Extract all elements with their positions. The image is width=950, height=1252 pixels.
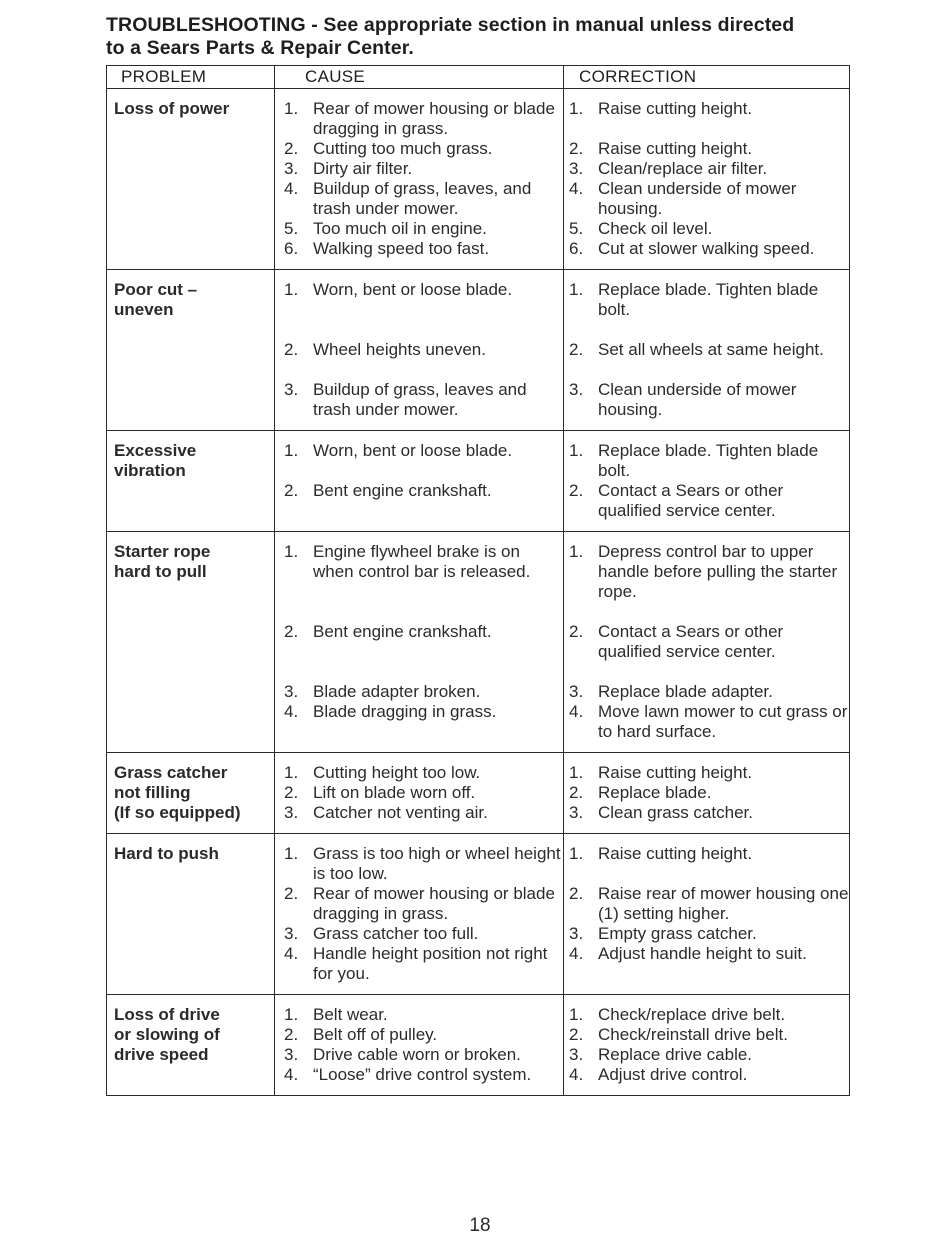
cause-text: Catcher not venting air. bbox=[313, 803, 488, 822]
correction-number: 3. bbox=[569, 803, 584, 822]
correction-number: 1. bbox=[569, 441, 584, 460]
correction-item bbox=[569, 1025, 849, 1045]
problem-label: Hard to push bbox=[114, 844, 219, 863]
cause-item bbox=[284, 622, 563, 662]
cause-text: Belt wear. bbox=[313, 1005, 388, 1024]
correction-item bbox=[569, 441, 849, 481]
heading-line-1: TROUBLESHOOTING - See appropriate section in manual unless directed bbox=[106, 14, 795, 36]
problem-cell bbox=[107, 431, 275, 532]
cause-item bbox=[284, 682, 563, 702]
cause-number: 1. bbox=[284, 1005, 299, 1024]
cause-text: Lift on blade worn off. bbox=[313, 783, 476, 802]
problem-label: or slowing of bbox=[114, 1025, 220, 1044]
correction-number: 2. bbox=[569, 340, 584, 359]
cause-item bbox=[284, 702, 563, 742]
problem-label: Loss of power bbox=[114, 99, 230, 118]
cause-item bbox=[284, 280, 563, 320]
correction-item bbox=[569, 542, 849, 602]
cause-cell bbox=[275, 89, 564, 270]
correction-text: Replace blade. bbox=[598, 783, 712, 802]
cause-number: 4. bbox=[284, 944, 299, 963]
correction-number: 1. bbox=[569, 844, 584, 863]
correction-number: 2. bbox=[569, 1025, 584, 1044]
cause-text: Handle height position not right for you. bbox=[313, 944, 548, 983]
correction-number: 1. bbox=[569, 1005, 584, 1024]
correction-cell bbox=[564, 995, 850, 1096]
correction-number: 4. bbox=[569, 944, 584, 963]
cause-text: Worn, bent or loose blade. bbox=[313, 280, 513, 299]
correction-item bbox=[569, 179, 849, 219]
correction-item bbox=[569, 239, 849, 259]
correction-text: Raise rear of mower housing one (1) setting higher. bbox=[598, 884, 849, 923]
cause-text: Bent engine crankshaft. bbox=[313, 622, 492, 641]
correction-item bbox=[569, 280, 849, 320]
cause-text: Cutting height too low. bbox=[313, 763, 481, 782]
cause-text: Too much oil in engine. bbox=[313, 219, 487, 238]
cause-text: Blade dragging in grass. bbox=[313, 702, 497, 721]
problem-label: Poor cut – bbox=[114, 280, 198, 299]
cause-text: Blade adapter broken. bbox=[313, 682, 481, 701]
correction-item bbox=[569, 380, 849, 420]
cause-number: 3. bbox=[284, 924, 299, 943]
problem-label: drive speed bbox=[114, 1045, 209, 1064]
cause-item bbox=[284, 340, 563, 360]
cause-item bbox=[284, 944, 563, 984]
cause-number: 2. bbox=[284, 884, 299, 903]
cause-text: Belt off of pulley. bbox=[313, 1025, 438, 1044]
cause-number: 3. bbox=[284, 682, 299, 701]
cause-number: 3. bbox=[284, 159, 299, 178]
cause-text: Rear of mower housing or blade dragging in grass. bbox=[313, 99, 555, 138]
cause-text: Buildup of grass, leaves and trash under mower. bbox=[313, 380, 527, 419]
correction-item bbox=[569, 682, 849, 702]
correction-item bbox=[569, 924, 849, 944]
cause-number: 5. bbox=[284, 219, 299, 238]
problem-label: (If so equipped) bbox=[114, 803, 241, 822]
correction-item bbox=[569, 803, 849, 823]
correction-text: Empty grass catcher. bbox=[598, 924, 757, 943]
correction-number: 2. bbox=[569, 783, 584, 802]
cause-item bbox=[284, 783, 563, 803]
cause-number: 2. bbox=[284, 481, 299, 500]
correction-text: Clean grass catcher. bbox=[598, 803, 753, 822]
cause-cell bbox=[275, 431, 564, 532]
cause-cell bbox=[275, 532, 564, 753]
cause-item bbox=[284, 1065, 563, 1085]
cause-number: 1. bbox=[284, 844, 299, 863]
cause-text: Bent engine crankshaft. bbox=[313, 481, 492, 500]
cause-item bbox=[284, 179, 563, 219]
problem-label: uneven bbox=[114, 300, 174, 319]
cause-number: 2. bbox=[284, 622, 299, 641]
correction-number: 1. bbox=[569, 99, 584, 118]
correction-text: Replace drive cable. bbox=[598, 1045, 753, 1064]
cause-item bbox=[284, 803, 563, 823]
correction-text: Cut at slower walking speed. bbox=[598, 239, 815, 258]
header-correction: CORRECTION bbox=[564, 66, 850, 89]
cause-item bbox=[284, 159, 563, 179]
table-row bbox=[107, 834, 850, 995]
correction-text: Contact a Sears or other qualified service center. bbox=[598, 481, 784, 520]
cause-item bbox=[284, 542, 563, 602]
page-heading bbox=[106, 14, 896, 60]
problem-label: hard to pull bbox=[114, 562, 207, 581]
cause-number: 3. bbox=[284, 380, 299, 399]
correction-number: 4. bbox=[569, 179, 584, 198]
correction-number: 1. bbox=[569, 280, 584, 299]
cause-cell bbox=[275, 753, 564, 834]
troubleshooting-table bbox=[106, 65, 850, 1096]
cause-text: Buildup of grass, leaves, and trash under mower. bbox=[313, 179, 532, 218]
problem-label: vibration bbox=[114, 461, 186, 480]
cause-cell bbox=[275, 995, 564, 1096]
correction-cell bbox=[564, 270, 850, 431]
correction-text: Replace blade adapter. bbox=[598, 682, 773, 701]
correction-text: Set all wheels at same height. bbox=[598, 340, 824, 359]
correction-number: 3. bbox=[569, 924, 584, 943]
problem-cell bbox=[107, 753, 275, 834]
correction-number: 2. bbox=[569, 884, 584, 903]
correction-text: Check oil level. bbox=[598, 219, 713, 238]
correction-text: Raise cutting height. bbox=[598, 844, 753, 863]
correction-item bbox=[569, 783, 849, 803]
cause-number: 6. bbox=[284, 239, 299, 258]
correction-text: Replace blade. Tighten blade bolt. bbox=[598, 280, 819, 319]
table-body bbox=[107, 89, 850, 1096]
cause-number: 3. bbox=[284, 803, 299, 822]
correction-text: Adjust drive control. bbox=[598, 1065, 748, 1084]
correction-text: Adjust handle height to suit. bbox=[598, 944, 807, 963]
correction-item bbox=[569, 884, 849, 924]
correction-text: Replace blade. Tighten blade bolt. bbox=[598, 441, 819, 480]
table-row bbox=[107, 753, 850, 834]
cause-number: 2. bbox=[284, 783, 299, 802]
cause-item bbox=[284, 441, 563, 481]
cause-item bbox=[284, 884, 563, 924]
correction-text: Contact a Sears or other qualified service center. bbox=[598, 622, 784, 661]
correction-number: 3. bbox=[569, 1045, 584, 1064]
cause-text: Drive cable worn or broken. bbox=[313, 1045, 521, 1064]
cause-number: 2. bbox=[284, 139, 299, 158]
correction-number: 2. bbox=[569, 139, 584, 158]
correction-item bbox=[569, 159, 849, 179]
correction-number: 1. bbox=[569, 763, 584, 782]
table-row bbox=[107, 995, 850, 1096]
correction-item bbox=[569, 844, 849, 884]
table-row bbox=[107, 270, 850, 431]
problem-cell bbox=[107, 89, 275, 270]
cause-text: Grass catcher too full. bbox=[313, 924, 479, 943]
problem-cell bbox=[107, 270, 275, 431]
cause-item bbox=[284, 99, 563, 139]
cause-number: 1. bbox=[284, 280, 299, 299]
correction-text: Check/reinstall drive belt. bbox=[598, 1025, 788, 1044]
correction-cell bbox=[564, 532, 850, 753]
cause-item bbox=[284, 763, 563, 783]
cause-cell bbox=[275, 834, 564, 995]
correction-item bbox=[569, 99, 849, 139]
table-row bbox=[107, 431, 850, 532]
correction-number: 4. bbox=[569, 1065, 584, 1084]
problem-cell bbox=[107, 532, 275, 753]
cause-text: Dirty air filter. bbox=[313, 159, 413, 178]
correction-text: Raise cutting height. bbox=[598, 99, 753, 118]
correction-item bbox=[569, 622, 849, 662]
cause-item bbox=[284, 1005, 563, 1025]
correction-text: Move lawn mower to cut grass or to hard surface. bbox=[598, 702, 848, 741]
page-number: 18 bbox=[469, 1215, 491, 1236]
correction-item bbox=[569, 1045, 849, 1065]
problem-label: not filling bbox=[114, 783, 191, 802]
correction-item bbox=[569, 763, 849, 783]
correction-item bbox=[569, 481, 849, 521]
correction-text: Raise cutting height. bbox=[598, 763, 753, 782]
cause-number: 2. bbox=[284, 340, 299, 359]
cause-item bbox=[284, 239, 563, 259]
correction-text: Clean underside of mower housing. bbox=[598, 380, 797, 419]
correction-number: 1. bbox=[569, 542, 584, 561]
problem-label: Loss of drive bbox=[114, 1005, 220, 1024]
cause-text: Engine flywheel brake is on when control bar is released. bbox=[313, 542, 531, 581]
correction-number: 3. bbox=[569, 159, 584, 178]
correction-text: Raise cutting height. bbox=[598, 139, 753, 158]
heading-line-2: to a Sears Parts & Repair Center. bbox=[106, 37, 414, 59]
correction-item bbox=[569, 1005, 849, 1025]
cause-text: Cutting too much grass. bbox=[313, 139, 493, 158]
correction-number: 5. bbox=[569, 219, 584, 238]
table-row bbox=[107, 532, 850, 753]
cause-number: 1. bbox=[284, 441, 299, 460]
problem-cell bbox=[107, 995, 275, 1096]
correction-item bbox=[569, 139, 849, 159]
correction-text: Clean/replace air filter. bbox=[598, 159, 768, 178]
table-header-row bbox=[107, 66, 850, 89]
correction-item bbox=[569, 944, 849, 984]
correction-number: 2. bbox=[569, 481, 584, 500]
problem-label: Grass catcher bbox=[114, 763, 228, 782]
cause-item bbox=[284, 1045, 563, 1065]
header-cause: CAUSE bbox=[275, 66, 564, 89]
cause-text: Worn, bent or loose blade. bbox=[313, 441, 513, 460]
cause-text: “Loose” drive control system. bbox=[313, 1065, 532, 1084]
correction-item bbox=[569, 702, 849, 742]
cause-text: Rear of mower housing or blade dragging in grass. bbox=[313, 884, 555, 923]
cause-number: 4. bbox=[284, 1065, 299, 1084]
cause-cell bbox=[275, 270, 564, 431]
correction-cell bbox=[564, 834, 850, 995]
cause-number: 3. bbox=[284, 1045, 299, 1064]
correction-number: 3. bbox=[569, 682, 584, 701]
cause-item bbox=[284, 139, 563, 159]
cause-number: 1. bbox=[284, 99, 299, 118]
cause-item bbox=[284, 924, 563, 944]
problem-label: Excessive bbox=[114, 441, 197, 460]
correction-text: Depress control bar to upper handle before pulling the starter rope. bbox=[598, 542, 838, 601]
cause-number: 4. bbox=[284, 702, 299, 721]
table-row bbox=[107, 89, 850, 270]
problem-label: Starter rope bbox=[114, 542, 211, 561]
correction-cell bbox=[564, 753, 850, 834]
cause-number: 2. bbox=[284, 1025, 299, 1044]
correction-number: 2. bbox=[569, 622, 584, 641]
cause-text: Walking speed too fast. bbox=[313, 239, 490, 258]
cause-item bbox=[284, 481, 563, 521]
correction-item bbox=[569, 219, 849, 239]
cause-number: 4. bbox=[284, 179, 299, 198]
correction-text: Check/replace drive belt. bbox=[598, 1005, 786, 1024]
correction-cell bbox=[564, 89, 850, 270]
correction-cell bbox=[564, 431, 850, 532]
cause-item bbox=[284, 1025, 563, 1045]
cause-item bbox=[284, 380, 563, 420]
header-problem: PROBLEM bbox=[107, 66, 275, 89]
cause-item bbox=[284, 219, 563, 239]
cause-item bbox=[284, 844, 563, 884]
correction-item bbox=[569, 1065, 849, 1085]
correction-text: Clean underside of mower housing. bbox=[598, 179, 797, 218]
correction-item bbox=[569, 340, 849, 360]
cause-number: 1. bbox=[284, 763, 299, 782]
cause-number: 1. bbox=[284, 542, 299, 561]
correction-number: 6. bbox=[569, 239, 584, 258]
correction-number: 3. bbox=[569, 380, 584, 399]
problem-cell bbox=[107, 834, 275, 995]
cause-text: Wheel heights uneven. bbox=[313, 340, 486, 359]
cause-text: Grass is too high or wheel height is too low. bbox=[313, 844, 561, 883]
correction-number: 4. bbox=[569, 702, 584, 721]
